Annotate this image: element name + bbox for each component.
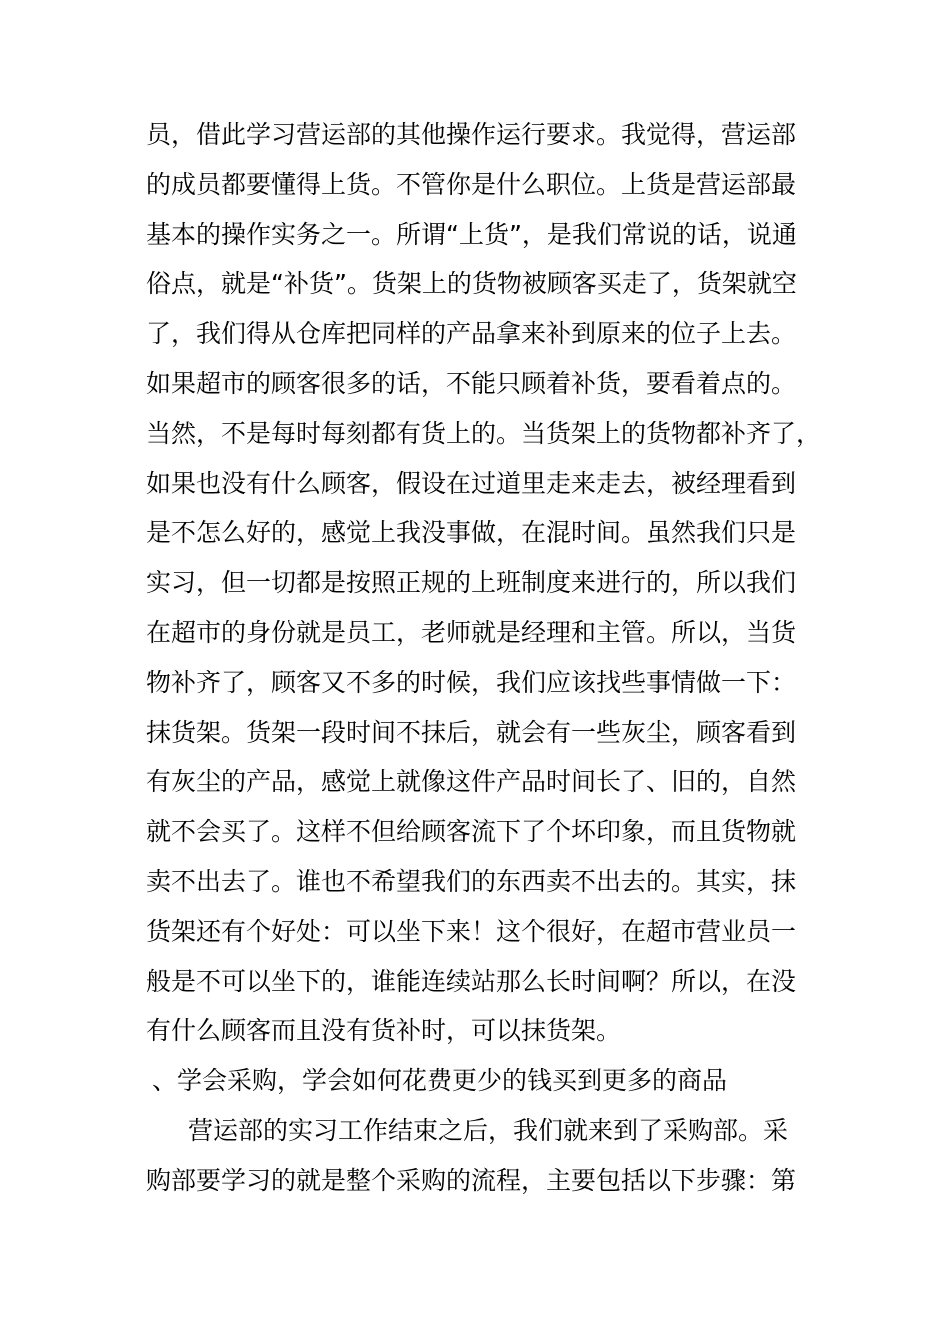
text-line: 如果超市的顾客很多的话，不能只顾着补货，要看着点的。 xyxy=(146,368,797,398)
text-line: 当然，不是每时每刻都有货上的。当货架上的货物都补齐了， xyxy=(146,418,822,448)
text-line: 抹货架。货架一段时间不抹后，就会有一些灰尘，顾客看到 xyxy=(146,717,797,747)
text-line: 基本的操作实务之一。所谓“上货”，是我们常说的话，说通 xyxy=(146,219,797,249)
text-line: 卖不出去了。谁也不希望我们的东西卖不出去的。其实，抹 xyxy=(146,866,797,896)
text-line: 的成员都要懂得上货。不管你是什么职位。上货是营运部最 xyxy=(146,169,797,199)
body-text xyxy=(146,110,822,1206)
text-line: 如果也没有什么顾客，假设在过道里走来走去，被经理看到 xyxy=(146,468,797,498)
text-line: 俗点，就是“补货”。货架上的货物被顾客买走了，货架就空 xyxy=(146,269,797,299)
text-line: 物补齐了，顾客又不多的时候，我们应该找些事情做一下： xyxy=(146,667,797,697)
text-line: 在超市的身份就是员工，老师就是经理和主管。所以，当货 xyxy=(146,617,797,647)
text-line: 有灰尘的产品，感觉上就像这件产品时间长了、旧的，自然 xyxy=(146,767,797,797)
text-line: 营运部的实习工作结束之后，我们就来到了采购部。采 xyxy=(188,1115,789,1145)
section-heading: 、学会采购，学会如何花费更少的钱买到更多的商品 xyxy=(152,1066,728,1096)
text-line: 就不会买了。这样不但给顾客流下了个坏印象，而且货物就 xyxy=(146,817,797,847)
text-line: 是不怎么好的，感觉上我没事做，在混时间。虽然我们只是 xyxy=(146,518,797,548)
text-line: 了，我们得从仓库把同样的产品拿来补到原来的位子上去。 xyxy=(146,319,797,349)
text-line: 实习，但一切都是按照正规的上班制度来进行的，所以我们 xyxy=(146,568,797,598)
text-line: 货架还有个好处：可以坐下来！这个很好，在超市营业员一 xyxy=(146,916,797,946)
text-line: 购部要学习的就是整个采购的流程，主要包括以下步骤：第 xyxy=(146,1165,797,1195)
text-line: 般是不可以坐下的，谁能连续站那么长时间啊？所以，在没 xyxy=(146,966,797,996)
text-line: 有什么顾客而且没有货补时，可以抹货架。 xyxy=(146,1016,622,1046)
text-line: 员，借此学习营运部的其他操作运行要求。我觉得，营运部 xyxy=(146,120,797,149)
